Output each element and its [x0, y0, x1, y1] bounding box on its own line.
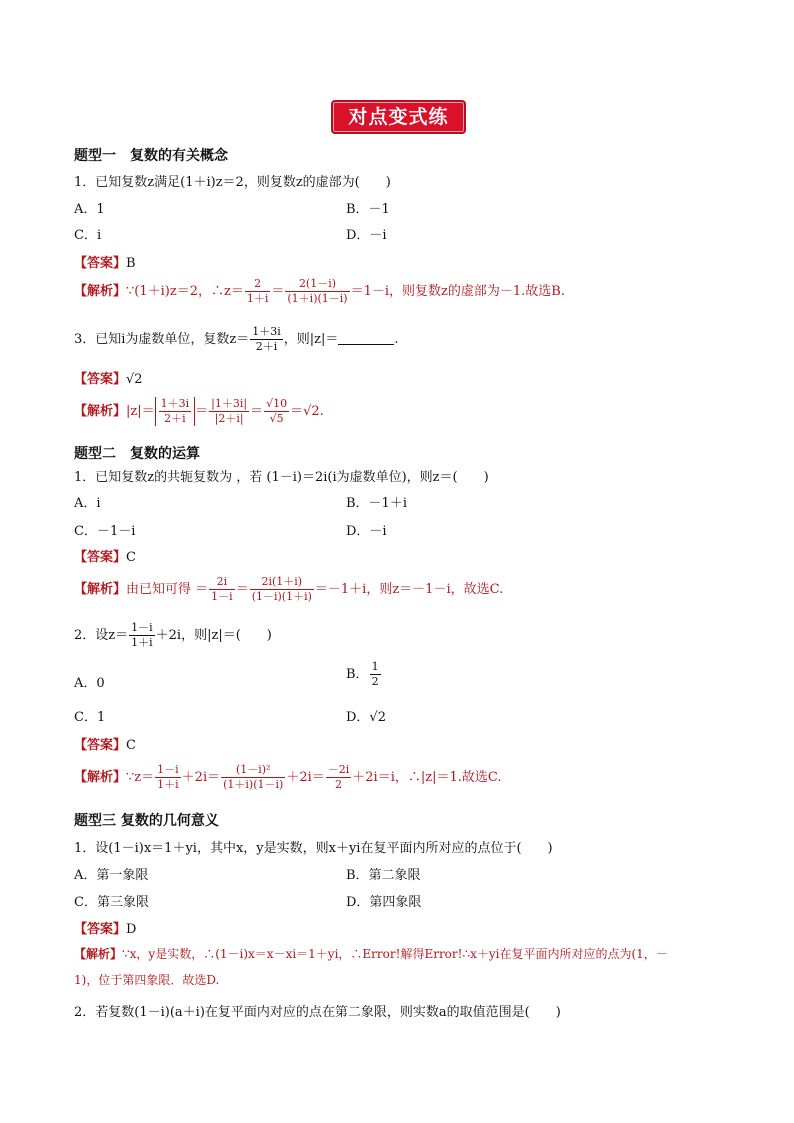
section-title: 对点变式练 — [348, 106, 449, 128]
answer-label: 【答案】 — [74, 256, 127, 271]
explanation-label: 【解析】 — [74, 404, 127, 419]
q22-option-d: D．√2 — [346, 710, 386, 725]
exp-text: ＝1－i，则复数z的虚部为－1.故选B. — [350, 284, 565, 299]
section-heading-2: 题型二 复数的运算 — [74, 446, 200, 462]
q22-option-b: B． $\frac{1}{2}$ — [346, 660, 379, 688]
q22-explanation: 【解析】∵z＝ $\frac{1-i}{1+i}$ ＋2i＝ $\frac{\text{(1－i)²}}{(1+i)(1-i)}$ ＋2i＝ $\frac{-2i}{2}$ ＋2i＝i，∴|z|＝1.故选C. — [74, 763, 502, 791]
q21-option-d: D．－i — [346, 524, 387, 539]
fraction: $\frac{1+3i}{2+i}$ — [252, 325, 281, 353]
q21-option-a: A．i — [74, 496, 101, 511]
q22-answer — [74, 734, 136, 753]
fraction: $\frac{2}{1+i}$ — [246, 277, 269, 305]
answer-label: 【答案】 — [74, 738, 127, 753]
answer-value: C — [126, 738, 136, 753]
explanation-label: 【解析】 — [74, 947, 123, 961]
answer-label: 【答案】 — [74, 550, 127, 565]
q1-answer — [74, 252, 136, 271]
q31-stem: 1．设(1－i)x＝1＋yi，其中x，y是实数，则x＋yi在复平面内所对应的点位于( ) — [74, 841, 553, 856]
q31-answer — [74, 918, 136, 937]
answer-label: 【答案】 — [74, 372, 127, 387]
exp-text: ∵(1＋i)z＝2，∴z＝ — [126, 284, 244, 299]
section-title-badge — [331, 100, 466, 134]
answer-blank — [338, 344, 394, 345]
explanation-label: 【解析】 — [74, 582, 127, 597]
section-heading-1: 题型一 复数的有关概念 — [74, 148, 228, 164]
section-heading-3: 题型三 复数的几何意义 — [74, 813, 219, 829]
q1-option-c: C．i — [74, 228, 102, 243]
q1-option-b: B．－1 — [346, 202, 390, 217]
answer-value: D — [126, 922, 137, 937]
q21-option-c: C．－1－i — [74, 524, 136, 539]
q22-option-a: A．0 — [74, 676, 105, 691]
q31-option-c: C．第三象限 — [74, 895, 149, 910]
q1-option-a: A．1 — [74, 202, 105, 217]
q21-stem: 1．已知复数z的共轭复数为 ，若 (1－i)＝2i(i为虚数单位)，则z＝( ) — [74, 470, 489, 485]
q31-option-d: D．第四象限 — [346, 895, 422, 910]
explanation-label: 【解析】 — [74, 284, 127, 299]
q1-explanation — [74, 277, 565, 306]
q21-answer — [74, 546, 136, 565]
explanation-label: 【解析】 — [74, 770, 127, 785]
q21-explanation: 【解析】由已知可得 ＝ $\frac{2i}{1-i}$ ＝ $\frac{2i(1+i)}{(1-i)(1+i)}$ ＝－1＋i，则z＝－1－i，故选C. — [74, 575, 504, 603]
q32-stem: 2．若复数(1－i)(a＋i)在复平面内对应的点在第二象限，则实数a的取值范围是( ) — [74, 1005, 561, 1020]
answer-label: 【答案】 — [74, 922, 127, 937]
answer-value: √2 — [126, 372, 143, 387]
q31-option-b: B．第二象限 — [346, 868, 421, 883]
fraction: $\frac{2(1-i)}{(1+i)(1-i)}$ — [287, 277, 348, 305]
q3-explanation: 【解析】|z|＝ $\frac{1+3i}{2+i}$ ＝ $\frac{|1+3i|}{|2+i|}$ ＝ $\frac{√10}{√5}$ ＝√2. — [74, 397, 324, 425]
q31-explanation-line1: 【解析】∵x，y是实数，∴(1－i)x＝x－xi＝1＋yi，∴Error!解得Error!∴x＋yi在复平面内所对应的点为(1，－ — [74, 947, 668, 961]
q21-option-b: B．－1＋i — [346, 496, 407, 511]
q1-stem: 1．已知复数z满足(1＋i)z＝2，则复数z的虚部为( ) — [74, 175, 391, 190]
q3-stem: 3．已知i为虚数单位，复数z＝ $\frac{1+3i}{2+i}$ ，则|z|＝ . — [74, 325, 399, 353]
answer-value: B — [126, 256, 136, 271]
q22-stem: 2．设z＝ $\frac{1-i}{1+i}$ ＋2i，则|z|＝( ) — [74, 621, 272, 649]
q1-option-d: D．－i — [346, 228, 387, 243]
q31-option-a: A．第一象限 — [74, 868, 149, 883]
q31-explanation-line2: 1)，位于第四象限．故选D. — [74, 973, 220, 987]
q22-option-c: C．1 — [74, 710, 106, 725]
exp-text: ＝ — [271, 284, 285, 299]
q3-answer — [74, 368, 143, 387]
answer-value: C — [126, 550, 136, 565]
